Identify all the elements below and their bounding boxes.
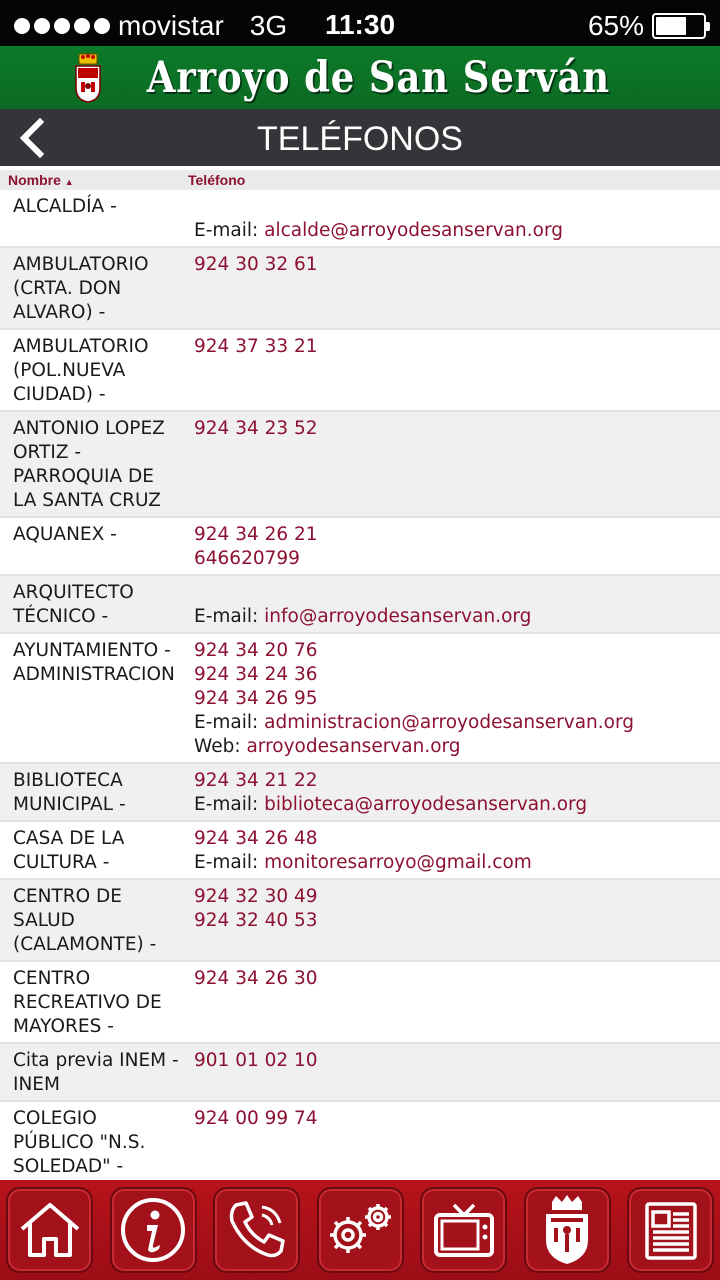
contact-details [188,417,318,513]
web-label: Web: [194,736,247,757]
phone-link[interactable]: 924 00 99 74 [194,1108,318,1129]
tv-icon [430,1199,498,1261]
contact-name: BIBLIOTECA MUNICIPAL - [13,770,126,815]
email-link[interactable]: administracion@arroyodesanservan.org [264,712,635,733]
contact-name: Cita previa INEM - INEM [13,1050,179,1095]
phone-link[interactable]: 924 32 40 53 [194,910,318,931]
phone-link[interactable]: 924 34 24 36 [194,664,318,685]
table-row[interactable] [0,962,720,1044]
bottom-tab-bar [0,1180,720,1280]
tab-info[interactable] [110,1187,197,1273]
battery-fill [656,17,686,35]
table-row[interactable] [0,190,720,248]
contact-details [188,1049,318,1097]
sort-ascending-icon: ▲ [64,177,74,187]
tab-news[interactable] [627,1187,714,1273]
tab-settings[interactable] [317,1187,404,1273]
table-row[interactable] [0,518,720,576]
email-link[interactable]: info@arroyodesanservan.org [264,606,532,627]
phone-link[interactable]: 924 34 23 52 [194,418,318,439]
email-label: E-mail: [194,852,265,873]
phone-link[interactable]: 924 32 30 49 [194,886,318,907]
table-row[interactable] [0,412,720,518]
contact-name: AYUNTAMIENTO - ADMINISTRACION [13,640,175,685]
contact-name: ALCALDÍA - [13,196,117,217]
phone-link[interactable]: 924 34 26 48 [194,828,318,849]
contact-name: ARQUITECTO TÉCNICO - [13,582,134,627]
tab-home[interactable] [6,1187,93,1273]
email-link[interactable]: biblioteca@arroyodesanservan.org [264,794,588,815]
contact-details [188,885,318,957]
table-row[interactable] [0,576,720,634]
table-body [0,190,720,1218]
tab-municipality[interactable] [524,1187,611,1273]
table-row[interactable] [0,634,720,764]
contact-details [188,769,587,817]
email-label: E-mail: [194,712,265,733]
table-row[interactable] [0,880,720,962]
contact-details [188,195,563,243]
phone-link[interactable]: 924 37 33 21 [194,336,318,357]
contact-details [188,639,634,759]
phone-link[interactable]: 924 34 20 76 [194,640,318,661]
battery-percent: 65% [587,10,644,41]
table-row[interactable] [0,822,720,880]
battery-icon [652,13,706,39]
column-header-phone[interactable]: Teléfono [188,172,246,188]
table-row[interactable] [0,248,720,330]
email-line [194,605,531,629]
clock: 11:30 [324,9,396,40]
info-icon [118,1195,188,1265]
contact-details [188,523,318,571]
contact-name: COLEGIO PÚBLICO "N.S. SOLEDAD" - [13,1108,146,1177]
contact-name: AQUANEX - [13,524,117,545]
phone-link[interactable]: 924 34 21 22 [194,770,318,791]
contact-name: AMBULATORIO (POL.NUEVA CIUDAD) - [13,336,149,405]
carrier-name: movistar [118,10,224,41]
contact-details [188,827,532,875]
phone-link[interactable]: 924 34 26 95 [194,688,318,709]
tab-tv[interactable] [420,1187,507,1273]
contact-name: AMBULATORIO (CRTA. DON ALVARO) - [13,254,149,323]
email-label: E-mail: [194,606,265,627]
contact-name: CENTRO DE SALUD (CALAMONTE) - [13,886,157,955]
page-title: TELÉFONOS [257,120,463,158]
table-row[interactable] [0,330,720,412]
app-title: Arroyo de San Serván [146,52,610,103]
brand-header [0,46,720,109]
email-link[interactable]: monitoresarroyo@gmail.com [264,852,532,873]
navigation-bar [0,109,720,166]
coat-of-arms-logo-icon [73,52,103,104]
email-line [194,219,563,243]
column-header-name[interactable] [0,172,188,190]
contact-name: CASA DE LA CULTURA - [13,828,125,873]
email-label: E-mail: [194,794,265,815]
contact-details [188,967,318,1039]
news-icon [639,1198,703,1262]
table-row[interactable] [0,764,720,822]
table-header [0,166,720,190]
contact-details [188,581,531,629]
web-link[interactable]: arroyodesanservan.org [246,736,461,757]
email-line [194,793,587,817]
contact-details [188,335,318,407]
blank-line [194,581,531,605]
network-type: 3G [249,10,288,41]
settings-icon [322,1199,398,1261]
phone-link[interactable]: 924 30 32 61 [194,254,318,275]
email-line [194,851,532,875]
battery-indicator [588,10,706,42]
table-row[interactable] [0,1102,720,1184]
status-bar [0,0,720,46]
web-line [194,735,634,759]
contact-name: CENTRO RECREATIVO DE MAYORES - [13,968,162,1037]
contact-name: ANTONIO LOPEZ ORTIZ - PARROQUIA DE LA SANTA CRUZ [13,418,165,511]
phone-icon [224,1197,290,1263]
contacts-table [0,166,720,1180]
table-row[interactable] [0,1044,720,1102]
phone-link[interactable]: 901 01 02 10 [194,1050,318,1071]
blank-line [194,195,563,219]
coat-of-arms-icon [542,1194,592,1266]
email-link[interactable]: alcalde@arroyodesanservan.org [264,220,563,241]
email-line [194,711,634,735]
contact-details [188,253,318,325]
phone-link[interactable]: 924 34 26 30 [194,968,318,989]
tab-phone[interactable] [213,1187,300,1273]
home-icon [16,1199,84,1261]
contact-details [188,1107,318,1179]
column-name-label: Nombre [8,172,61,188]
phone-link[interactable]: 924 34 26 21 [194,524,318,545]
email-label: E-mail: [194,220,265,241]
phone-link[interactable]: 646620799 [194,548,300,569]
